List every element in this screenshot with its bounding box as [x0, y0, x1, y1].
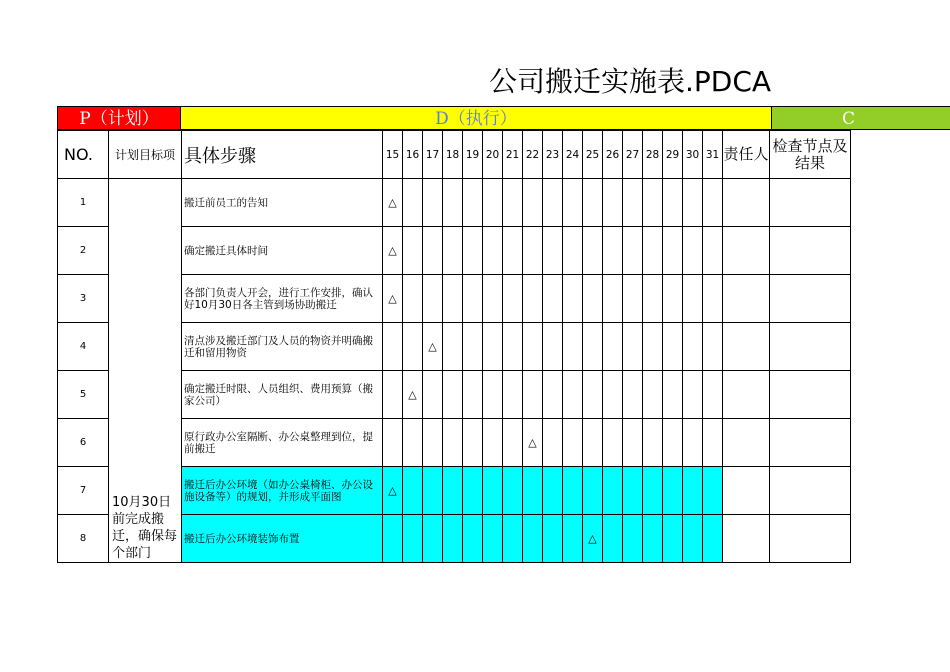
day-cell: [403, 179, 423, 227]
day-cell: [623, 467, 643, 515]
schedule-marker: △: [403, 371, 423, 419]
day-cell: [703, 371, 723, 419]
responsible-cell: [723, 419, 770, 467]
check-cell: [770, 227, 851, 275]
check-cell: [770, 467, 851, 515]
header-day-15: 15: [383, 131, 403, 179]
day-cell: [503, 179, 523, 227]
pdca-table: [57, 130, 851, 563]
day-cell: [663, 515, 683, 563]
day-cell: [683, 275, 703, 323]
table-body: [58, 179, 851, 563]
day-cell: [403, 323, 423, 371]
day-cell: [663, 179, 683, 227]
day-cell: [463, 323, 483, 371]
day-cell: [463, 227, 483, 275]
day-cell: [383, 323, 403, 371]
responsible-cell: [723, 467, 770, 515]
day-cell: [463, 179, 483, 227]
day-cell: [603, 275, 623, 323]
day-cell: [483, 419, 503, 467]
day-cell: [663, 419, 683, 467]
day-cell: [563, 275, 583, 323]
header-goal: 计划目标项: [109, 131, 182, 179]
day-cell: [443, 371, 463, 419]
header-day-20: 20: [483, 131, 503, 179]
day-cell: [683, 371, 703, 419]
row-number: 3: [58, 275, 109, 323]
header-day-29: 29: [663, 131, 683, 179]
day-cell: [703, 467, 723, 515]
check-cell: [770, 323, 851, 371]
schedule-marker: △: [523, 419, 543, 467]
day-cell: [523, 515, 543, 563]
day-cell: [643, 419, 663, 467]
day-cell: [563, 179, 583, 227]
check-cell: [770, 419, 851, 467]
header-check: 检查节点及结果: [770, 131, 851, 179]
phase-plan-header: P（计划）: [57, 106, 181, 130]
day-cell: [503, 275, 523, 323]
day-cell: [603, 467, 623, 515]
day-cell: [543, 467, 563, 515]
day-cell: [483, 323, 503, 371]
check-cell: [770, 515, 851, 563]
day-cell: [383, 419, 403, 467]
day-cell: [683, 323, 703, 371]
day-cell: [523, 227, 543, 275]
day-cell: [483, 371, 503, 419]
schedule-marker: △: [383, 179, 403, 227]
header-responsible: 责任人: [723, 131, 770, 179]
day-cell: [703, 275, 723, 323]
row-number: 4: [58, 323, 109, 371]
day-cell: [503, 467, 523, 515]
schedule-marker: △: [383, 275, 403, 323]
day-cell: [543, 419, 563, 467]
day-cell: [543, 275, 563, 323]
day-cell: [523, 323, 543, 371]
step-description: 各部门负责人开会，进行工作安排，确认好10月30日各主管到场协助搬迁: [182, 275, 383, 323]
day-cell: [623, 323, 643, 371]
day-cell: [703, 323, 723, 371]
day-cell: [623, 515, 643, 563]
day-cell: [643, 227, 663, 275]
plan-goal-cell: 10月30日前完成搬迁，确保每个部门: [109, 179, 182, 563]
header-day-25: 25: [583, 131, 603, 179]
phase-check-header: [772, 106, 950, 130]
day-cell: [563, 323, 583, 371]
day-cell: [603, 515, 623, 563]
day-cell: [443, 275, 463, 323]
day-cell: [443, 515, 463, 563]
day-cell: [423, 419, 443, 467]
day-cell: [423, 275, 443, 323]
day-cell: [543, 515, 563, 563]
header-step: 具体步骤: [182, 131, 383, 179]
day-cell: [643, 467, 663, 515]
row-number: 5: [58, 371, 109, 419]
day-cell: [383, 371, 403, 419]
day-cell: [563, 515, 583, 563]
day-cell: [623, 371, 643, 419]
day-cell: [703, 515, 723, 563]
day-cell: [423, 515, 443, 563]
schedule-marker: △: [583, 515, 603, 563]
day-cell: [603, 227, 623, 275]
row-number: 1: [58, 179, 109, 227]
day-cell: [623, 179, 643, 227]
day-cell: [683, 179, 703, 227]
day-cell: [583, 227, 603, 275]
day-cell: [623, 419, 643, 467]
day-cell: [403, 515, 423, 563]
day-cell: [583, 275, 603, 323]
day-cell: [443, 179, 463, 227]
step-description: 搬迁前员工的告知: [182, 179, 383, 227]
row-number: 2: [58, 227, 109, 275]
day-cell: [483, 275, 503, 323]
day-cell: [663, 227, 683, 275]
day-cell: [483, 515, 503, 563]
day-cell: [703, 419, 723, 467]
day-cell: [663, 323, 683, 371]
day-cell: [523, 179, 543, 227]
day-cell: [683, 419, 703, 467]
day-cell: [583, 179, 603, 227]
row-number: 6: [58, 419, 109, 467]
day-cell: [643, 323, 663, 371]
day-cell: [683, 467, 703, 515]
day-cell: [403, 227, 423, 275]
header-no: NO.: [58, 131, 109, 179]
day-cell: [463, 275, 483, 323]
schedule-marker: △: [423, 323, 443, 371]
day-cell: [563, 371, 583, 419]
check-cell: [770, 179, 851, 227]
day-cell: [583, 467, 603, 515]
header-day-18: 18: [443, 131, 463, 179]
header-day-17: 17: [423, 131, 443, 179]
responsible-cell: [723, 323, 770, 371]
check-cell: [770, 371, 851, 419]
day-cell: [683, 515, 703, 563]
day-cell: [443, 227, 463, 275]
day-cell: [463, 515, 483, 563]
day-cell: [443, 467, 463, 515]
day-cell: [603, 323, 623, 371]
day-cell: [643, 515, 663, 563]
header-row: [58, 131, 851, 179]
day-cell: [603, 419, 623, 467]
day-cell: [423, 371, 443, 419]
day-cell: [463, 371, 483, 419]
day-cell: [423, 179, 443, 227]
day-cell: [583, 419, 603, 467]
day-cell: [663, 275, 683, 323]
day-cell: [623, 275, 643, 323]
step-description: 原行政办公室隔断、办公桌整理到位，提前搬迁: [182, 419, 383, 467]
phase-do-header: D（执行）: [181, 106, 772, 130]
day-cell: [443, 419, 463, 467]
day-cell: [423, 227, 443, 275]
responsible-cell: [723, 275, 770, 323]
day-cell: [403, 467, 423, 515]
day-cell: [483, 179, 503, 227]
header-day-19: 19: [463, 131, 483, 179]
header-day-22: 22: [523, 131, 543, 179]
day-cell: [543, 323, 563, 371]
day-cell: [603, 371, 623, 419]
day-cell: [643, 371, 663, 419]
day-cell: [643, 275, 663, 323]
check-cell: [770, 275, 851, 323]
day-cell: [463, 419, 483, 467]
header-day-31: 31: [703, 131, 723, 179]
day-cell: [703, 227, 723, 275]
day-cell: [503, 515, 523, 563]
responsible-cell: [723, 515, 770, 563]
day-cell: [563, 227, 583, 275]
day-cell: [623, 227, 643, 275]
row-number: 7: [58, 467, 109, 515]
day-cell: [543, 179, 563, 227]
day-cell: [463, 467, 483, 515]
header-day-16: 16: [403, 131, 423, 179]
day-cell: [543, 227, 563, 275]
responsible-cell: [723, 227, 770, 275]
day-cell: [583, 371, 603, 419]
day-cell: [503, 419, 523, 467]
header-day-28: 28: [643, 131, 663, 179]
day-cell: [603, 179, 623, 227]
day-cell: [523, 467, 543, 515]
day-cell: [383, 515, 403, 563]
day-cell: [683, 227, 703, 275]
day-cell: [543, 371, 563, 419]
step-description: 确定搬迁具体时间: [182, 227, 383, 275]
step-description: 确定搬迁时限、人员组织、费用预算（搬家公司）: [182, 371, 383, 419]
phase-check-label: C: [842, 109, 856, 129]
day-cell: [403, 275, 423, 323]
day-cell: [483, 227, 503, 275]
step-description: 搬迁后办公环境装饰布置: [182, 515, 383, 563]
day-cell: [583, 323, 603, 371]
day-cell: [503, 323, 523, 371]
day-cell: [483, 467, 503, 515]
responsible-cell: [723, 371, 770, 419]
step-description: 清点涉及搬迁部门及人员的物资并明确搬迁和留用物资: [182, 323, 383, 371]
header-day-21: 21: [503, 131, 523, 179]
day-cell: [563, 467, 583, 515]
day-cell: [423, 467, 443, 515]
step-description: 搬迁后办公环境（如办公桌椅柜、办公设施设备等）的规划，并形成平面图: [182, 467, 383, 515]
header-day-27: 27: [623, 131, 643, 179]
day-cell: [443, 323, 463, 371]
day-cell: [403, 419, 423, 467]
responsible-cell: [723, 179, 770, 227]
day-cell: [643, 179, 663, 227]
row-number: 8: [58, 515, 109, 563]
day-cell: [663, 371, 683, 419]
day-cell: [503, 227, 523, 275]
schedule-marker: △: [383, 227, 403, 275]
header-day-24: 24: [563, 131, 583, 179]
table-row: [58, 179, 851, 227]
day-cell: [663, 467, 683, 515]
day-cell: [523, 275, 543, 323]
header-day-23: 23: [543, 131, 563, 179]
day-cell: [703, 179, 723, 227]
header-day-26: 26: [603, 131, 623, 179]
page-title: 公司搬迁实施表.PDCA: [488, 65, 772, 98]
day-cell: [503, 371, 523, 419]
schedule-marker: △: [383, 467, 403, 515]
header-day-30: 30: [683, 131, 703, 179]
day-cell: [563, 419, 583, 467]
day-cell: [523, 371, 543, 419]
